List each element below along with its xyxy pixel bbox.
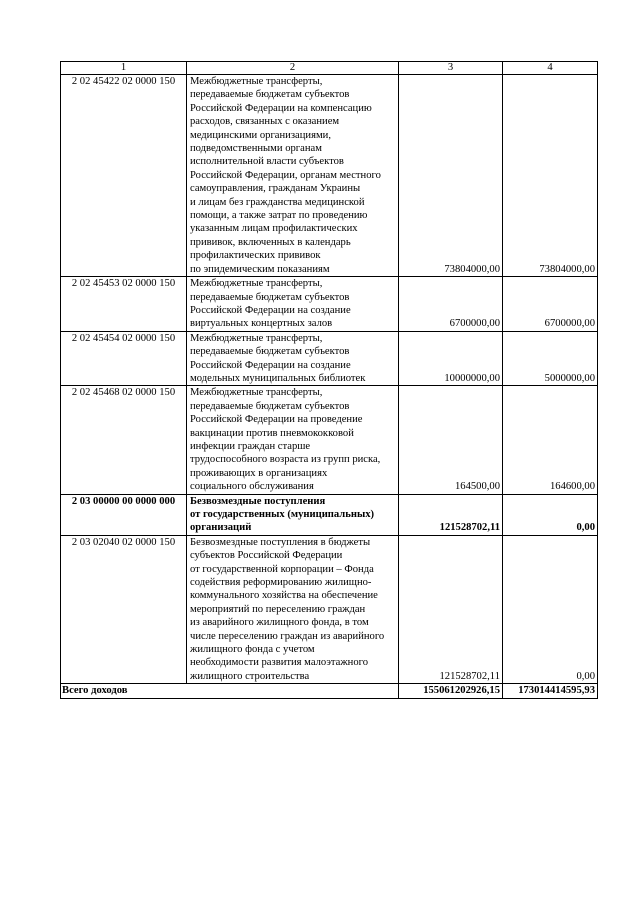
amount-col4: 5000000,00	[503, 331, 598, 386]
revenue-name: Межбюджетные трансферты, передаваемые бюджетам субъектов Российской Федерации на создание модельных муниципальных библиотек	[187, 331, 399, 386]
header-col-3: 3	[399, 62, 503, 75]
budget-code: 2 03 02040 02 0000 150	[61, 535, 187, 683]
budget-code: 2 02 45422 02 0000 150	[61, 75, 187, 277]
header-col-4: 4	[503, 62, 598, 75]
amount-col3: 73804000,00	[399, 75, 503, 277]
revenue-name: Межбюджетные трансферты, передаваемые бюджетам субъектов Российской Федерации на компенсацию расходов, связанных с оказанием медицинскими организациями, подведомственными органам исполнительной власти субъектов Российской Федерации, органам местного самоуправления, гражданам Украины и лицам без гражданства медицинской помощи, а также затрат по проведению указанным лицам профилактических прививок, включенных в календарь профилактических прививок по эпидемическим показаниям	[187, 75, 399, 277]
amount-col3: 121528702,11	[399, 494, 503, 535]
table-row	[61, 535, 598, 683]
amount-col4: 164600,00	[503, 386, 598, 494]
revenue-name: Межбюджетные трансферты, передаваемые бюджетам субъектов Российской Федерации на создание виртуальных концертных залов	[187, 277, 399, 332]
revenue-name: Безвозмездные поступления от государственных (муниципальных) организаций	[187, 494, 399, 535]
revenue-table	[60, 61, 598, 699]
header-col-1: 1	[61, 62, 187, 75]
total-col4: 173014414595,93	[503, 684, 598, 698]
revenue-name: Безвозмездные поступления в бюджеты субъектов Российской Федерации от государственной корпорации – Фонда содействия реформированию жилищно- коммунального хозяйства на обеспечение мероприятий по переселению граждан из аварийного жилищного фонда, в том числе переселению граждан из аварийного жилищного фонда с учетом необходимости развития малоэтажного жилищного строительства	[187, 535, 399, 683]
amount-col4: 73804000,00	[503, 75, 598, 277]
amount-col4: 0,00	[503, 535, 598, 683]
amount-col3: 6700000,00	[399, 277, 503, 332]
header-col-2: 2	[187, 62, 399, 75]
budget-code: 2 03 00000 00 0000 000	[61, 494, 187, 535]
amount-col4: 6700000,00	[503, 277, 598, 332]
amount-col3: 10000000,00	[399, 331, 503, 386]
table-header-row	[61, 62, 598, 75]
total-col3: 155061202926,15	[399, 684, 503, 698]
revenue-name: Межбюджетные трансферты, передаваемые бюджетам субъектов Российской Федерации на проведение вакцинации против пневмококковой инфекции граждан старше трудоспособного возраста из групп риска, проживающих в организациях социального обслуживания	[187, 386, 399, 494]
budget-code: 2 02 45453 02 0000 150	[61, 277, 187, 332]
table-row	[61, 386, 598, 494]
amount-col3: 164500,00	[399, 386, 503, 494]
table-row	[61, 75, 598, 277]
total-label: Всего доходов	[61, 684, 399, 698]
amount-col3: 121528702,11	[399, 535, 503, 683]
table-row	[61, 277, 598, 332]
amount-col4: 0,00	[503, 494, 598, 535]
total-row	[61, 684, 598, 698]
table-row	[61, 331, 598, 386]
table-row-section	[61, 494, 598, 535]
budget-code: 2 02 45454 02 0000 150	[61, 331, 187, 386]
budget-code: 2 02 45468 02 0000 150	[61, 386, 187, 494]
